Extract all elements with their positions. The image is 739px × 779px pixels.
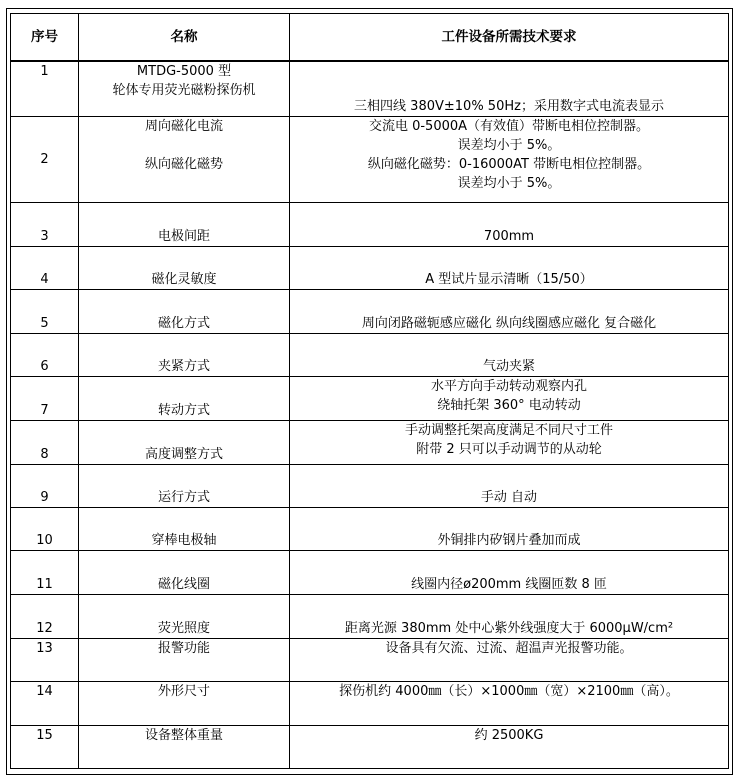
row-no: 9 [10,464,78,507]
name-line: 纵向磁化磁势 [144,157,223,172]
header-row [10,13,729,61]
row-name: 外形尺寸 [78,681,289,725]
row-name: 运行方式 [78,464,289,507]
table-row [10,550,729,594]
row-spec: 约 2500KG [289,725,729,769]
spec-line: 附带 2 只可以手动调节的从动轮 [416,442,602,457]
row-name: 磁化线圈 [78,550,289,594]
row-no: 14 [10,681,78,725]
row-spec: 700mm [289,202,729,246]
name-line: MTDG-5000 型 [136,64,232,79]
row-spec: 周向闭路磁轭感应磁化 纵向线圈感应磁化 复合磁化 [289,289,729,333]
row-spec [289,61,729,116]
row-no: 4 [10,246,78,289]
spec-line: 手动调整托架高度满足不同尺寸工件 [404,423,613,438]
table-row [10,116,729,202]
row-no: 6 [10,333,78,376]
table-row [10,333,729,376]
row-spec [289,420,729,464]
table-row [10,681,729,725]
table-row [10,376,729,420]
row-no: 12 [10,594,78,638]
row-spec: A 型试片显示清晰（15/50） [289,246,729,289]
row-spec: 气动夹紧 [289,333,729,376]
spec-line: 水平方向手动转动观察内孔 [430,379,587,394]
row-spec: 设备具有欠流、过流、超温声光报警功能。 [289,638,729,681]
row-name: 夹紧方式 [78,333,289,376]
row-name: 磁化方式 [78,289,289,333]
row-no: 15 [10,725,78,769]
table-row [10,420,729,464]
table-row [10,246,729,289]
table-row [10,61,729,116]
row-no: 5 [10,289,78,333]
row-name [78,61,289,116]
header-name: 名称 [78,13,289,61]
spec-line: 三相四线 380V±10% 50Hz；采用数字式电流表显示 [354,99,664,114]
row-spec: 探伤机约 4000㎜（长）×1000㎜（宽）×2100㎜（高）。 [289,681,729,725]
row-spec [289,116,729,202]
row-no: 8 [10,420,78,464]
technical-spec-table [10,13,729,769]
name-line: 周向磁化电流 [144,119,223,134]
spec-line: 误差均小于 5%。 [457,138,561,153]
row-name: 转动方式 [78,376,289,420]
row-name: 穿棒电极轴 [78,507,289,550]
row-spec: 外铜排内矽钢片叠加而成 [289,507,729,550]
table-row [10,594,729,638]
table-row [10,638,729,681]
row-no: 2 [10,116,78,202]
row-name: 报警功能 [78,638,289,681]
row-name: 荧光照度 [78,594,289,638]
spec-line: 误差均小于 5%。 [457,176,561,191]
row-spec: 距离光源 380mm 处中心紫外线强度大于 6000μW/cm² [289,594,729,638]
spec-line: 纵向磁化磁势：0-16000AT 带断电相位控制器。 [367,157,651,172]
row-spec: 线圈内径ø200mm 线圈匝数 8 匝 [289,550,729,594]
spec-line: 绕轴托架 360° 电动转动 [437,398,581,413]
header-no: 序号 [10,13,78,61]
row-no: 7 [10,376,78,420]
row-no: 13 [10,638,78,681]
table-row [10,289,729,333]
row-name: 高度调整方式 [78,420,289,464]
row-no: 1 [10,61,78,116]
row-name [78,116,289,202]
row-spec [289,376,729,420]
table-row [10,725,729,769]
row-no: 10 [10,507,78,550]
spec-line: 交流电 0-5000A（有效值）带断电相位控制器。 [368,119,650,134]
table-row [10,464,729,507]
table-row [10,202,729,246]
row-spec: 手动 自动 [289,464,729,507]
header-requirements: 工件设备所需技术要求 [289,13,729,61]
name-line: 轮体专用荧光磁粉探伤机 [112,83,256,98]
table-row [10,507,729,550]
row-no: 11 [10,550,78,594]
row-name: 电极间距 [78,202,289,246]
row-name: 磁化灵敏度 [78,246,289,289]
row-no: 3 [10,202,78,246]
row-name: 设备整体重量 [78,725,289,769]
